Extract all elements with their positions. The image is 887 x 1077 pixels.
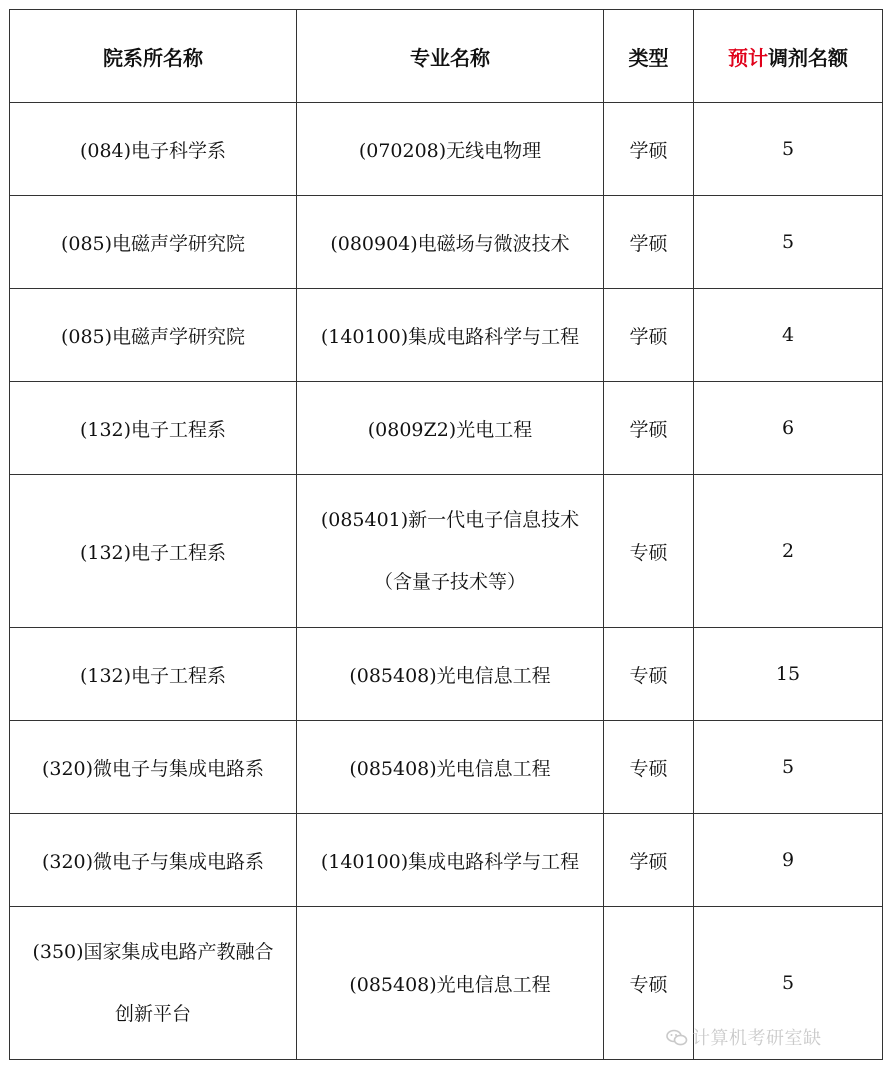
major-name: (080904)电磁场与微波技术 [330,232,570,255]
dept-name: (085)电磁声学研究院 [60,232,246,255]
major-cell [297,475,604,628]
major-name: (085408)光电信息工程 [349,757,551,780]
major-cell [297,103,604,196]
quota-table [9,9,883,1060]
major-cell [297,907,604,1060]
major-cell [297,196,604,289]
major-cell [297,382,604,475]
quota-cell: 9 [694,814,883,907]
header-quota [694,10,883,103]
dept-cell [10,196,297,289]
dept-cell [10,103,297,196]
quota-cell: 5 [694,103,883,196]
type-cell: 学硕 [604,103,694,196]
dept-cell [10,289,297,382]
dept-name-cont: 创新平台 [114,1003,191,1025]
dept-name: (084)电子科学系 [79,139,227,162]
type-cell: 专硕 [604,628,694,721]
type-cell: 专硕 [604,907,694,1060]
wechat-icon [666,1029,688,1047]
table-row [10,814,883,907]
major-cell [297,628,604,721]
dept-cell [10,721,297,814]
dept-name: (132)电子工程系 [79,418,227,441]
major-cell [297,814,604,907]
quota-cell: 15 [694,628,883,721]
dept-name: (132)电子工程系 [79,541,227,564]
major-cell [297,721,604,814]
header-quota-highlight: 预计 [728,45,768,70]
quota-cell: 6 [694,382,883,475]
type-cell: 专硕 [604,721,694,814]
type-cell: 学硕 [604,289,694,382]
header-type: 类型 [604,10,694,103]
quota-cell: 5 [694,907,883,1060]
type-cell: 学硕 [604,196,694,289]
table-row [10,721,883,814]
table-row [10,382,883,475]
dept-name: (132)电子工程系 [79,664,227,687]
dept-cell [10,628,297,721]
type-cell: 学硕 [604,382,694,475]
header-row [10,10,883,103]
dept-cell [10,382,297,475]
major-name: (140100)集成电路科学与工程 [320,325,580,348]
table-row [10,289,883,382]
dept-name: (085)电磁声学研究院 [60,325,246,348]
type-cell: 专硕 [604,475,694,628]
major-name: (0809Z2)光电工程 [367,418,533,441]
major-name: (085408)光电信息工程 [349,973,551,996]
type-cell: 学硕 [604,814,694,907]
dept-name: (320)微电子与集成电路系 [41,757,265,780]
major-cell [297,289,604,382]
watermark [666,1024,822,1050]
quota-cell: 2 [694,475,883,628]
major-name: (085401)新一代电子信息技术 [320,509,580,531]
table-row [10,196,883,289]
major-name: (070208)无线电物理 [358,139,542,162]
watermark-text: 计算机考研室缺 [692,1028,822,1049]
major-name: (140100)集成电路科学与工程 [320,850,580,873]
table-row [10,628,883,721]
dept-name: (350)国家集成电路产教融合 [32,941,274,963]
dept-cell [10,475,297,628]
table-row [10,475,883,628]
table-row [10,103,883,196]
dept-cell [10,907,297,1060]
major-note: （含量子技术等） [373,571,526,593]
header-quota-label: 调剂名额 [768,45,848,70]
quota-cell: 5 [694,196,883,289]
header-dept: 院系所名称 [10,10,297,103]
dept-cell [10,814,297,907]
quota-cell: 5 [694,721,883,814]
header-major: 专业名称 [297,10,604,103]
dept-name: (320)微电子与集成电路系 [41,850,265,873]
major-name: (085408)光电信息工程 [349,664,551,687]
quota-cell: 4 [694,289,883,382]
